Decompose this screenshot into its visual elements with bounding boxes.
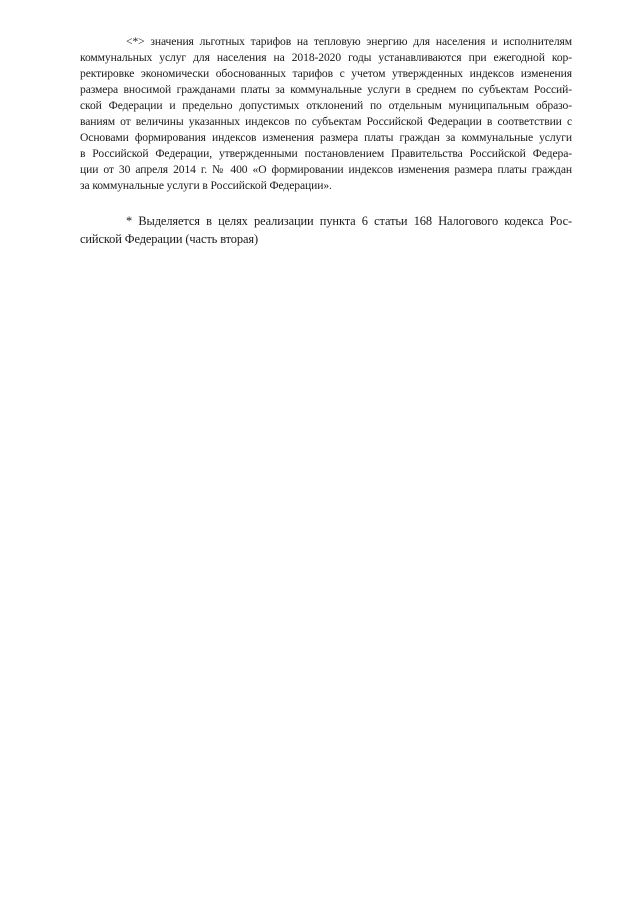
footnote-line: в Российской Федерации, утвержденными постановлением Правительства Российской Федера- (80, 147, 572, 160)
footnote-line: за коммунальные услуги в Российской Федерации». (80, 179, 332, 192)
footnote-line: ректировке экономически обоснованных тарифов с учетом утвержденных индексов изменения (80, 67, 572, 80)
footnote-line: коммунальных услуг для населения на 2018-2020 годы устанавливаются при ежегодной кор- (80, 51, 572, 64)
footnote-line: размера вносимой гражданами платы за коммунальные услуги в среднем по субъектам Россий- (80, 83, 572, 96)
footnote-line: Основами формирования индексов изменения размера платы граждан за коммунальные услуги (80, 131, 572, 144)
document-body (80, 34, 572, 248)
note-vat-allocation (80, 212, 572, 248)
footnote-line: ции от 30 апреля 2014 г. № 400 «О формировании индексов изменения размера платы граждан (80, 163, 572, 176)
note-line: сийской Федерации (часть вторая) (80, 232, 259, 246)
footnote-line: <*> значения льготных тарифов на тепловую энергию для населения и исполнителям (126, 35, 572, 48)
footnote-line: ваниям от величины указанных индексов по субъектам Российской Федерации в соответствии с (80, 115, 572, 128)
footnote-preferential-tariffs (80, 34, 572, 194)
note-line: * Выделяется в целях реализации пункта 6 статьи 168 Налогового кодекса Рос- (126, 214, 572, 228)
footnote-line: ской Федерации и предельно допустимых отклонений по отдельным муниципальным образо- (80, 99, 572, 112)
